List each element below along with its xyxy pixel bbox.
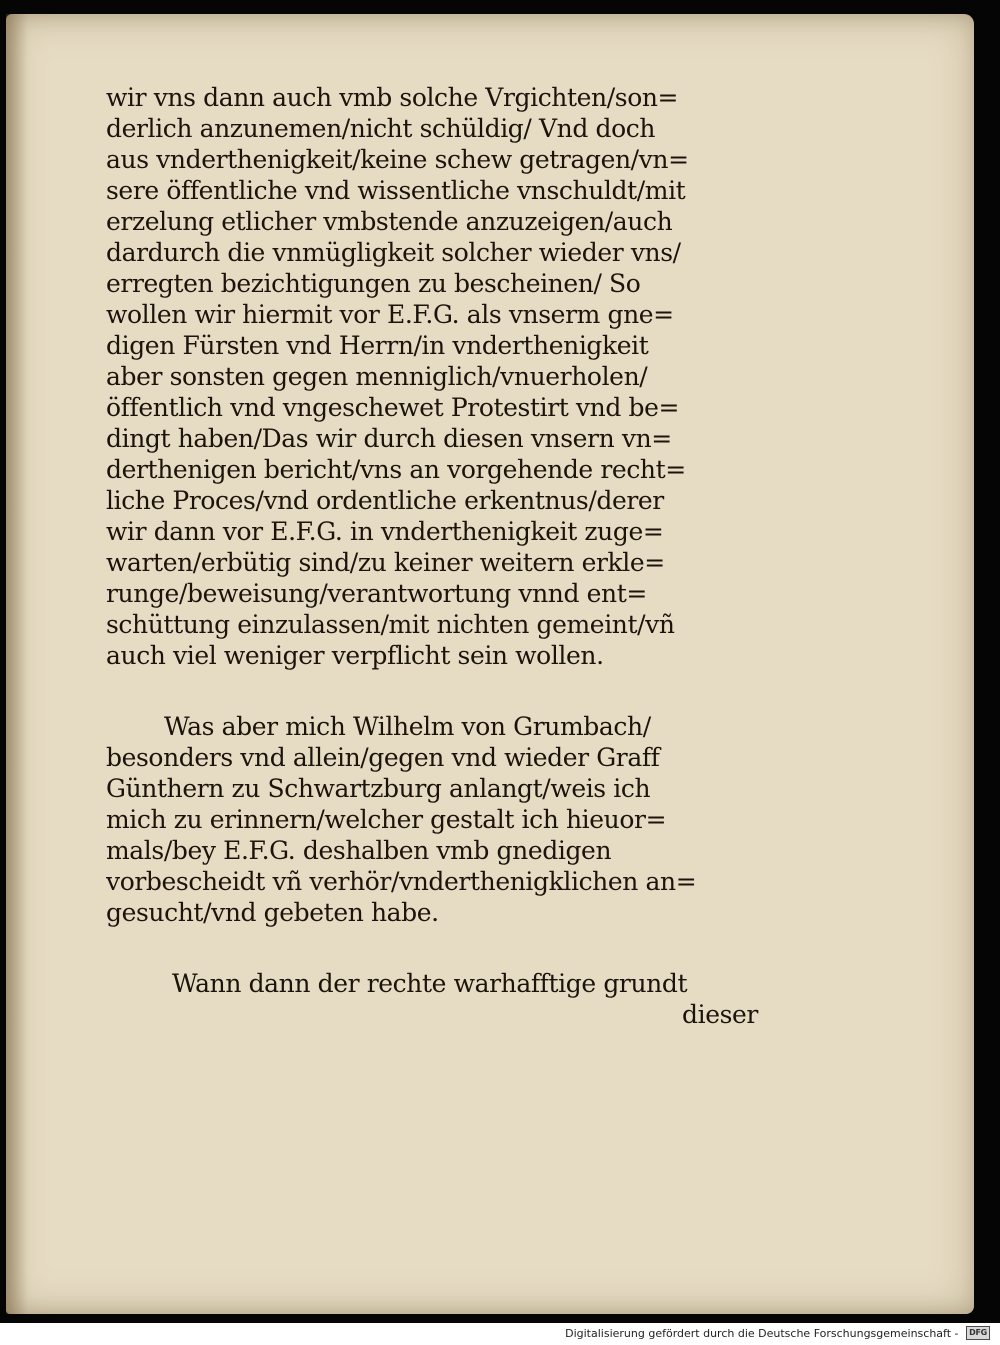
text-line: schüttung einzulassen/mit nichten gemeint/vñ (106, 610, 675, 639)
text-line: vorbescheidt vñ verhör/vnderthenigklichen an= (106, 867, 697, 896)
digitization-footer (0, 1323, 1000, 1345)
paragraph-1 (106, 82, 786, 671)
text-line: wollen wir hiermit vor E.F.G. als vnserm gne= (106, 300, 674, 329)
text-line: warten/erbütig sind/zu keiner weitern erkle= (106, 548, 665, 577)
text-line: gesucht/vnd gebeten habe. (106, 898, 439, 927)
book-page (6, 14, 974, 1314)
dfg-logo-icon: DFG (966, 1326, 990, 1340)
text-line: Günthern zu Schwartzburg anlangt/weis ich (106, 774, 651, 803)
paragraph-gap (106, 928, 786, 968)
page-text (106, 82, 786, 1030)
text-line: wir dann vor E.F.G. in vnderthenigkeit zuge= (106, 517, 664, 546)
text-line: mals/bey E.F.G. deshalben vmb gnedigen (106, 836, 612, 865)
text-line: erregten bezichtigungen zu bescheinen/ So (106, 269, 641, 298)
text-line: mich zu erinnern/welcher gestalt ich hieuor= (106, 805, 667, 834)
catchword: dieser (682, 1000, 758, 1029)
text-line: Was aber mich Wilhelm von Grumbach/ (164, 712, 651, 741)
text-line: Wann dann der rechte warhafftige grundt (172, 969, 688, 998)
text-line: liche Proces/vnd ordentliche erkentnus/derer (106, 486, 664, 515)
paragraph-2 (106, 711, 786, 928)
paragraph-gap (106, 671, 786, 711)
text-line: wir vns dann auch vmb solche Vrgichten/son= (106, 83, 679, 112)
text-line: sere öffentliche vnd wissentliche vnschuldt/mit (106, 176, 686, 205)
text-line: öffentlich vnd vngeschewet Protestirt vnd be= (106, 393, 680, 422)
text-line: erzelung etlicher vmbstende anzuzeigen/auch (106, 207, 673, 236)
text-line: runge/beweisung/verantwortung vnnd ent= (106, 579, 647, 608)
text-line: digen Fürsten vnd Herrn/in vnderthenigkeit (106, 331, 649, 360)
text-line: dingt haben/Das wir durch diesen vnsern vn= (106, 424, 672, 453)
text-line: aber sonsten gegen menniglich/vnuerholen/ (106, 362, 648, 391)
text-line: besonders vnd allein/gegen vnd wieder Graff (106, 743, 660, 772)
paragraph-3 (106, 968, 786, 1030)
text-line: aus vnderthenigkeit/keine schew getragen/vn= (106, 145, 689, 174)
text-line: derlich anzunemen/nicht schüldig/ Vnd doch (106, 114, 656, 143)
text-line: auch viel weniger verpflicht sein wollen. (106, 641, 604, 670)
text-line: dardurch die vnmügligkeit solcher wieder vns/ (106, 238, 681, 267)
footer-credit: Digitalisierung gefördert durch die Deutsche Forschungsgemeinschaft - (565, 1327, 959, 1340)
text-line: derthenigen bericht/vns an vorgehende recht= (106, 455, 686, 484)
